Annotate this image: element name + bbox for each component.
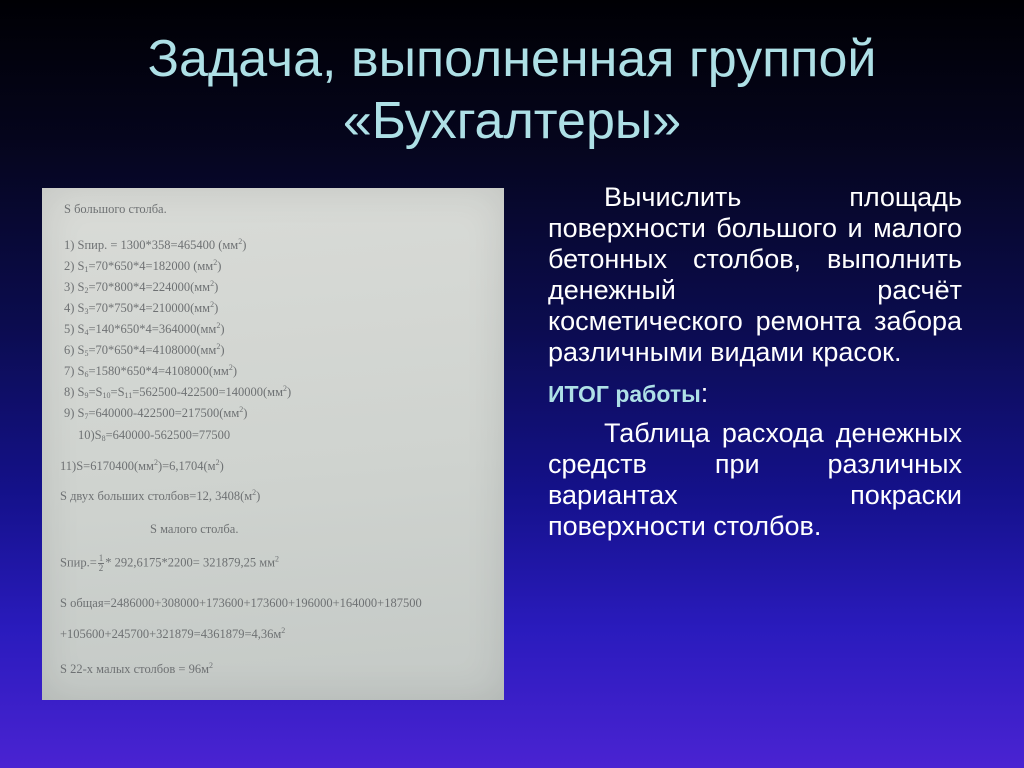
- photo-22-small-pillars: S 22-х малых столбов = $96м^2$: [60, 661, 213, 676]
- result-colon: :: [700, 378, 709, 408]
- slide-title-line-1: Задача, выполненная группой: [147, 30, 877, 88]
- result-heading: [548, 378, 962, 410]
- photo-line-10: $10)S_8=640000-562500=77500$: [78, 428, 231, 443]
- photo-heading: S большого столба.: [64, 202, 167, 216]
- photo-line-9: 9) $S_7=640000-422500=217500(мм^2)$: [64, 405, 248, 421]
- photo-line-11: $11)S=6170400(мм^2)=6,1704(м^2)$: [60, 458, 224, 473]
- photo-line-5: 5) $S_4=140*650*4=364000(мм^2)$: [64, 321, 225, 337]
- handwritten-calculation-photo: [42, 188, 504, 700]
- slide-title: [40, 28, 984, 152]
- photo-line-4: 4) $S_3=70*750*4=210000(мм^2)$: [64, 300, 219, 316]
- result-description: Таблица расхода денежных средств при различных вариантах покраски поверхности столбов.: [548, 418, 962, 541]
- result-label: ИТОГ работы: [548, 381, 701, 407]
- photo-two-big-pillars: S двух больших столбов=12, $3408(м^2)$: [60, 488, 261, 503]
- slide-body-text: [548, 182, 962, 542]
- photo-small-pyramid-area: Sпир.= $\frac{1}{2}$ * 292,6175*2200= 321879,25 $мм^2$: [60, 553, 280, 573]
- photo-small-pillar-heading: S малого столба.: [150, 522, 239, 536]
- photo-line-7: 7) $S_6=1580*650*4=4108000(мм^2)$: [64, 363, 238, 379]
- photo-line-6: 6) $S_5=70*650*4=4108000(мм^2)$: [64, 342, 225, 358]
- photo-line-8: 8) $S_9=S_{10}=S_{11}=562500-422500=140000(мм^2)$: [64, 384, 292, 400]
- photo-line-3: 3) $S_2=70*800*4=224000(мм^2)$: [64, 279, 219, 295]
- task-description: Вычислить площадь поверхности большого и малого бетонных столбов, выполнить денежный расчёт косметического ремонта забора различными видами красок.: [548, 182, 962, 367]
- fraction: $\frac{1}{2}$: [98, 553, 104, 573]
- photo-total-line-1: S общая=2486000+308000+173600+173600+196000+164000+187500: [60, 596, 422, 610]
- photo-line-2: 2) $S_1=70*650*4=182000$ $(мм^2)$: [64, 258, 222, 274]
- photo-total-line-2: $+105600+245700+321879=4361879=4,36м^2$: [60, 626, 286, 641]
- photo-line-1: 1) Sпир. = 1300*358=465400 $(мм^2)$: [64, 237, 247, 252]
- slide-title-line-2: «Бухгалтеры»: [342, 92, 682, 150]
